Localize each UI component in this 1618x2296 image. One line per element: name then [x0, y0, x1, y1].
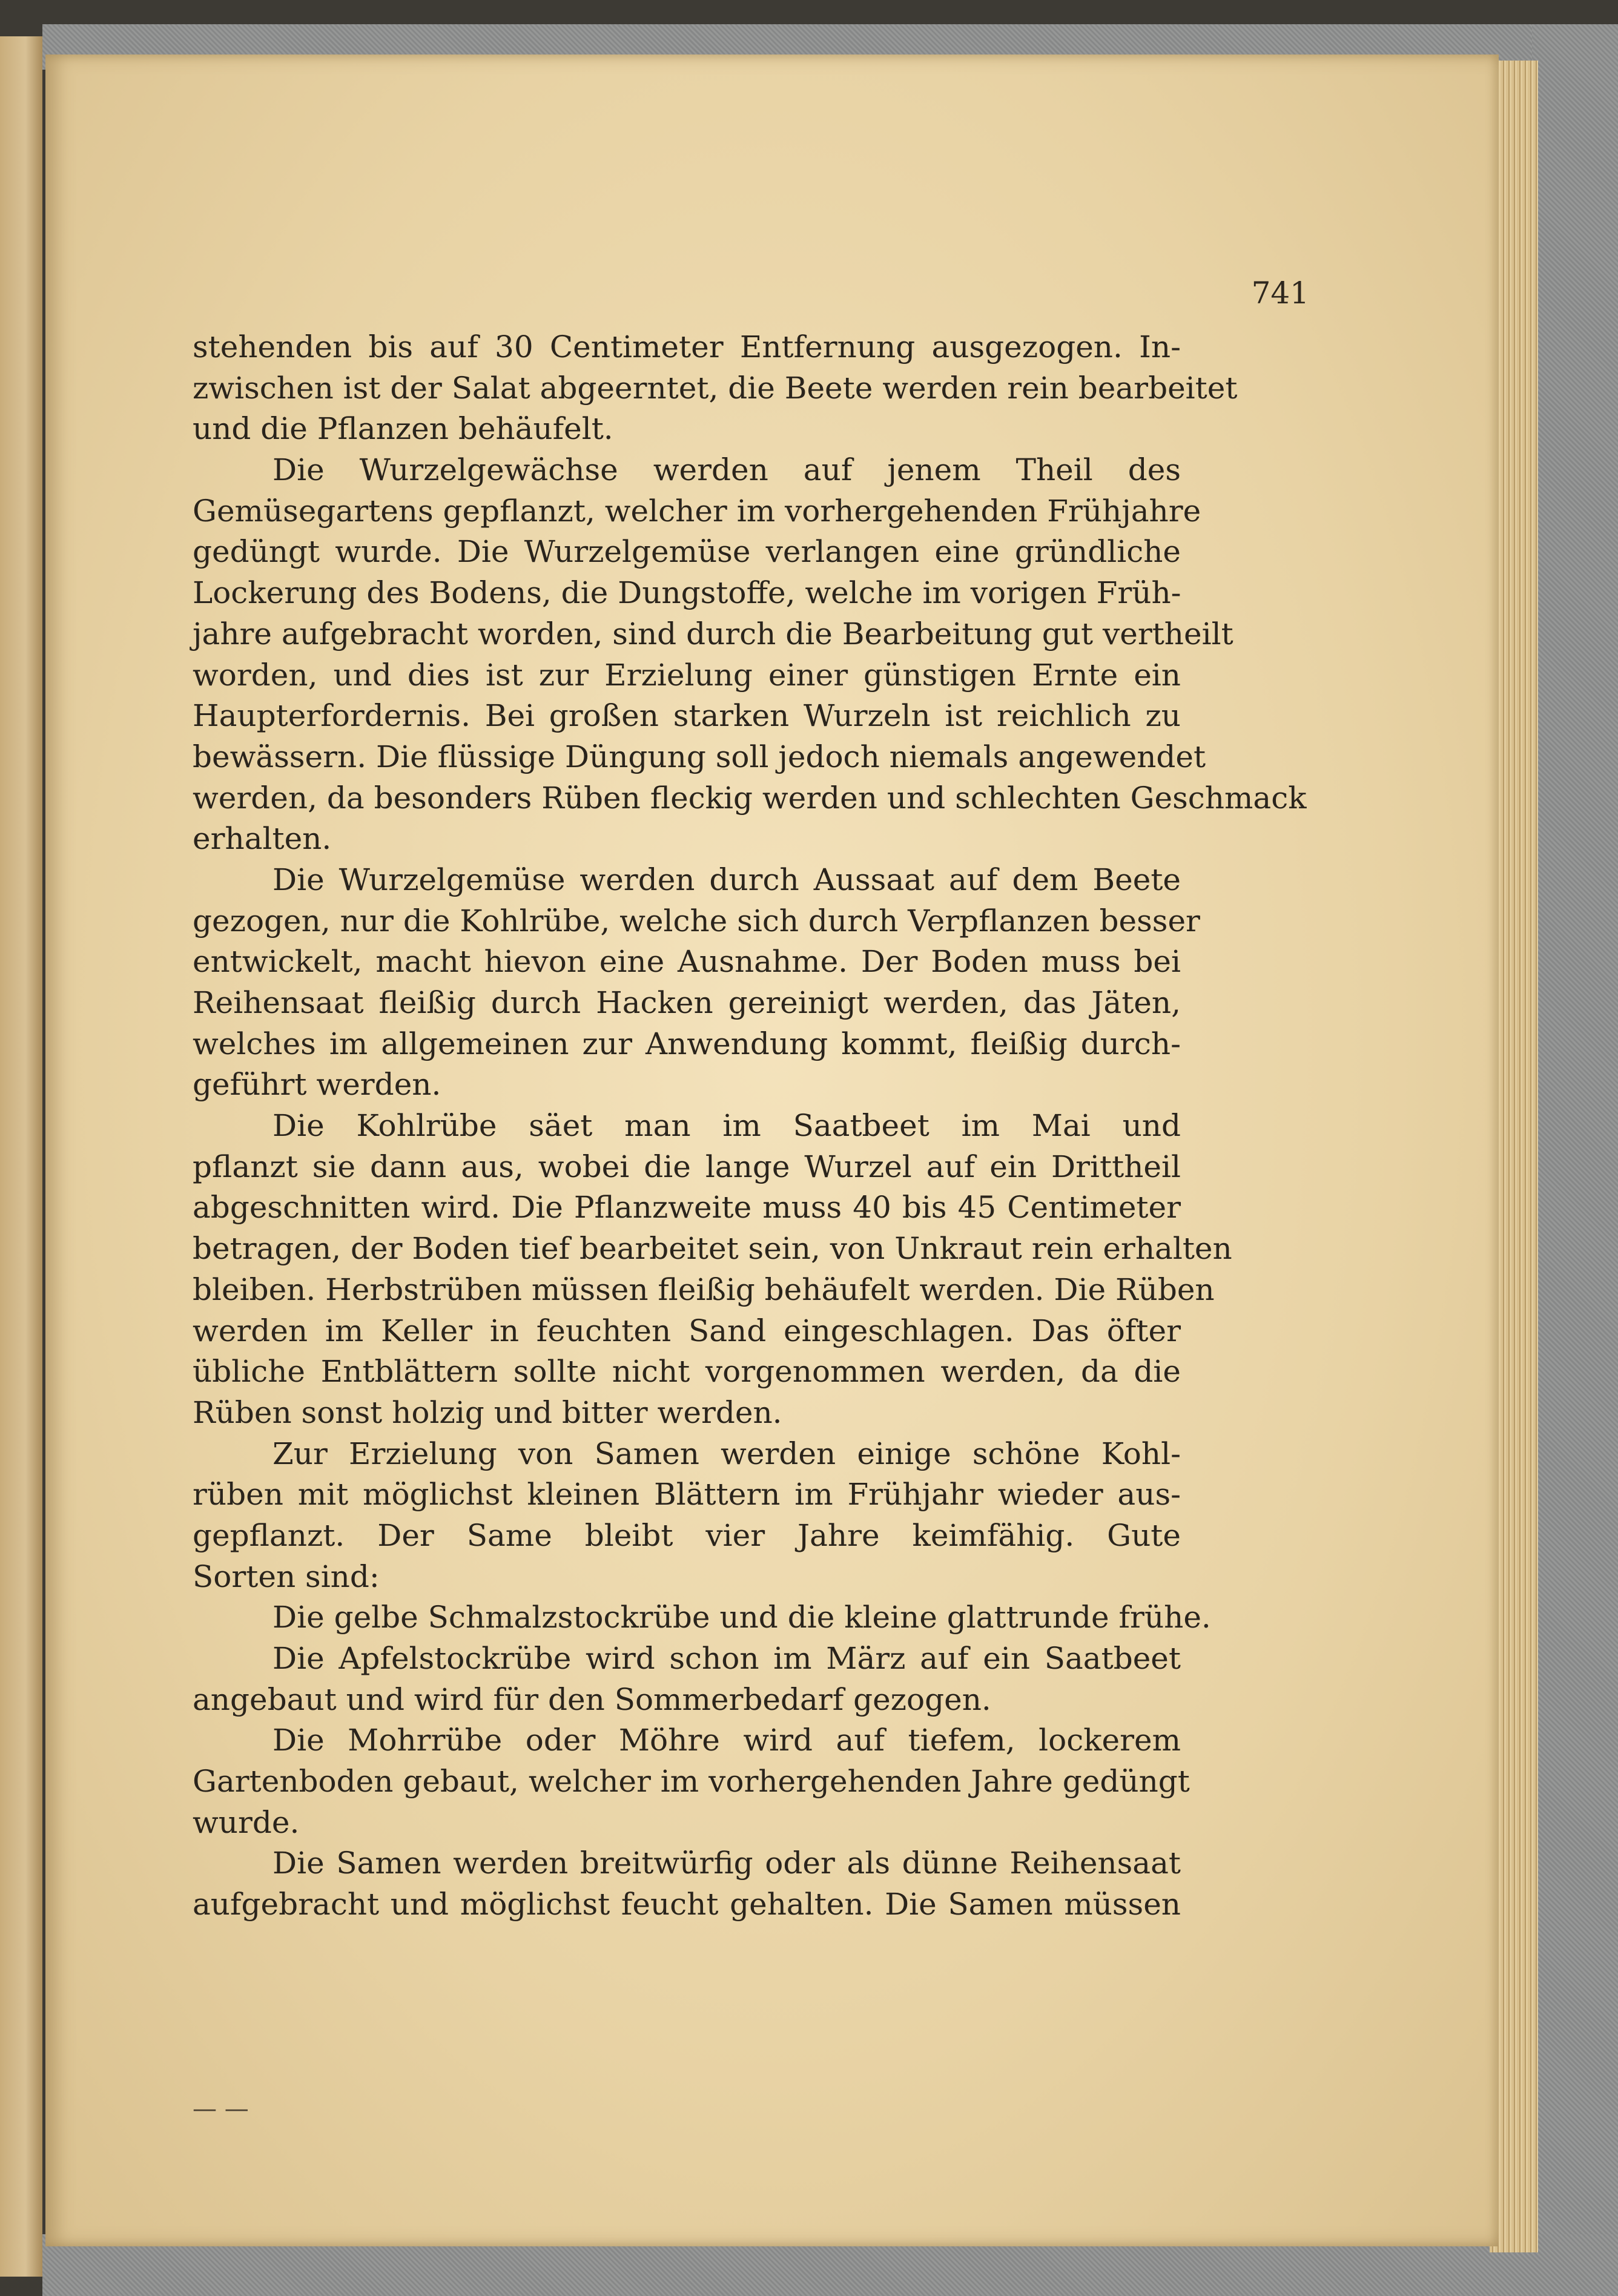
- text-line: Zur Erzielung von Samen werden einige schöne Kohl-: [272, 1436, 1181, 1471]
- text-line: bleiben. Herbstrüben müssen fleißig behäufelt werden. Die Rüben: [193, 1272, 1215, 1307]
- text-line: Gartenboden gebaut, welcher im vorhergehenden Jahre gedüngt: [193, 1764, 1190, 1800]
- text-line: wurde.: [193, 1804, 300, 1840]
- text-line: und die Pflanzen behäufelt.: [193, 411, 613, 447]
- text-line: Lockerung des Bodens, die Dungstoffe, welche im vorigen Früh-: [193, 575, 1181, 611]
- text-line: jahre aufgebracht worden, sind durch die Bearbeitung gut vertheilt: [193, 616, 1233, 652]
- text-line: angebaut und wird für den Sommerbedarf gezogen.: [193, 1681, 991, 1717]
- text-line: Gemüsegartens gepflanzt, welcher im vorhergehenden Frühjahre: [193, 493, 1201, 529]
- text-line: Rüben sonst holzig und bitter werden.: [193, 1394, 782, 1430]
- page-number: 741: [1251, 275, 1309, 311]
- text-line: Sorten sind:: [193, 1559, 380, 1594]
- footer-mark: — —: [193, 2095, 249, 2123]
- text-line: gedüngt wurde. Die Wurzelgemüse verlangen eine gründliche: [193, 534, 1181, 570]
- text-line: betragen, der Boden tief bearbeitet sein, von Unkraut rein erhalten: [193, 1231, 1232, 1267]
- text-line: rüben mit möglichst kleinen Blättern im Frühjahr wieder aus-: [193, 1477, 1181, 1513]
- text-line: Die Wurzelgemüse werden durch Aussaat auf dem Beete: [272, 862, 1181, 897]
- text-line: aufgebracht und möglichst feucht gehalten. Die Samen müssen: [193, 1887, 1181, 1922]
- text-line: werden, da besonders Rüben fleckig werden und schlechten Geschmack: [193, 780, 1307, 816]
- text-line: Die Samen werden breitwürfig oder als dünne Reihensaat: [272, 1846, 1181, 1881]
- left-page-edge: [0, 36, 42, 2277]
- book-cover-right: [1532, 24, 1618, 2296]
- text-line: werden im Keller in feuchten Sand eingeschlagen. Das öfter: [193, 1313, 1181, 1348]
- text-line: Die gelbe Schmalzstockrübe und die kleine glattrunde frühe.: [272, 1600, 1211, 1635]
- text-line: Die Kohlrübe säet man im Saatbeet im Mai und: [272, 1108, 1181, 1144]
- text-line: Reihensaat fleißig durch Hacken gereinigt werden, das Jäten,: [193, 985, 1181, 1020]
- text-line: gepflanzt. Der Same bleibt vier Jahre keimfähig. Gute: [193, 1517, 1181, 1553]
- text-line: stehenden bis auf 30 Centimeter Entfernung ausgezogen. In-: [193, 329, 1181, 365]
- text-line: bewässern. Die flüssige Düngung soll jedoch niemals angewendet: [193, 739, 1206, 774]
- text-line: zwischen ist der Salat abgeerntet, die Beete werden rein bearbeitet: [193, 370, 1238, 406]
- text-line: Die Mohrrübe oder Möhre wird auf tiefem, lockerem: [272, 1723, 1181, 1758]
- text-line: Die Wurzelgewächse werden auf jenem Theil des: [272, 452, 1181, 488]
- text-line: worden, und dies ist zur Erzielung einer günstigen Ernte ein: [193, 657, 1181, 693]
- text-line: erhalten.: [193, 821, 332, 857]
- text-line: gezogen, nur die Kohlrübe, welche sich durch Verpflanzen besser: [193, 903, 1200, 939]
- body-text: [193, 327, 1307, 1925]
- text-line: abgeschnitten wird. Die Pflanzweite muss 40 bis 45 Centimeter: [193, 1190, 1181, 1226]
- text-line: Haupterfordernis. Bei großen starken Wurzeln ist reichlich zu: [193, 698, 1181, 734]
- text-line: welches im allgemeinen zur Anwendung kommt, fleißig durch-: [193, 1026, 1181, 1061]
- text-line: geführt werden.: [193, 1067, 441, 1103]
- text-line: übliche Entblättern sollte nicht vorgenommen werden, da die: [193, 1354, 1181, 1390]
- text-line: pflanzt sie dann aus, wobei die lange Wurzel auf ein Drittheil: [193, 1149, 1181, 1184]
- text-line: entwickelt, macht hievon eine Ausnahme. Der Boden muss bei: [193, 944, 1181, 980]
- text-line: Die Apfelstockrübe wird schon im März auf ein Saatbeet: [272, 1641, 1181, 1676]
